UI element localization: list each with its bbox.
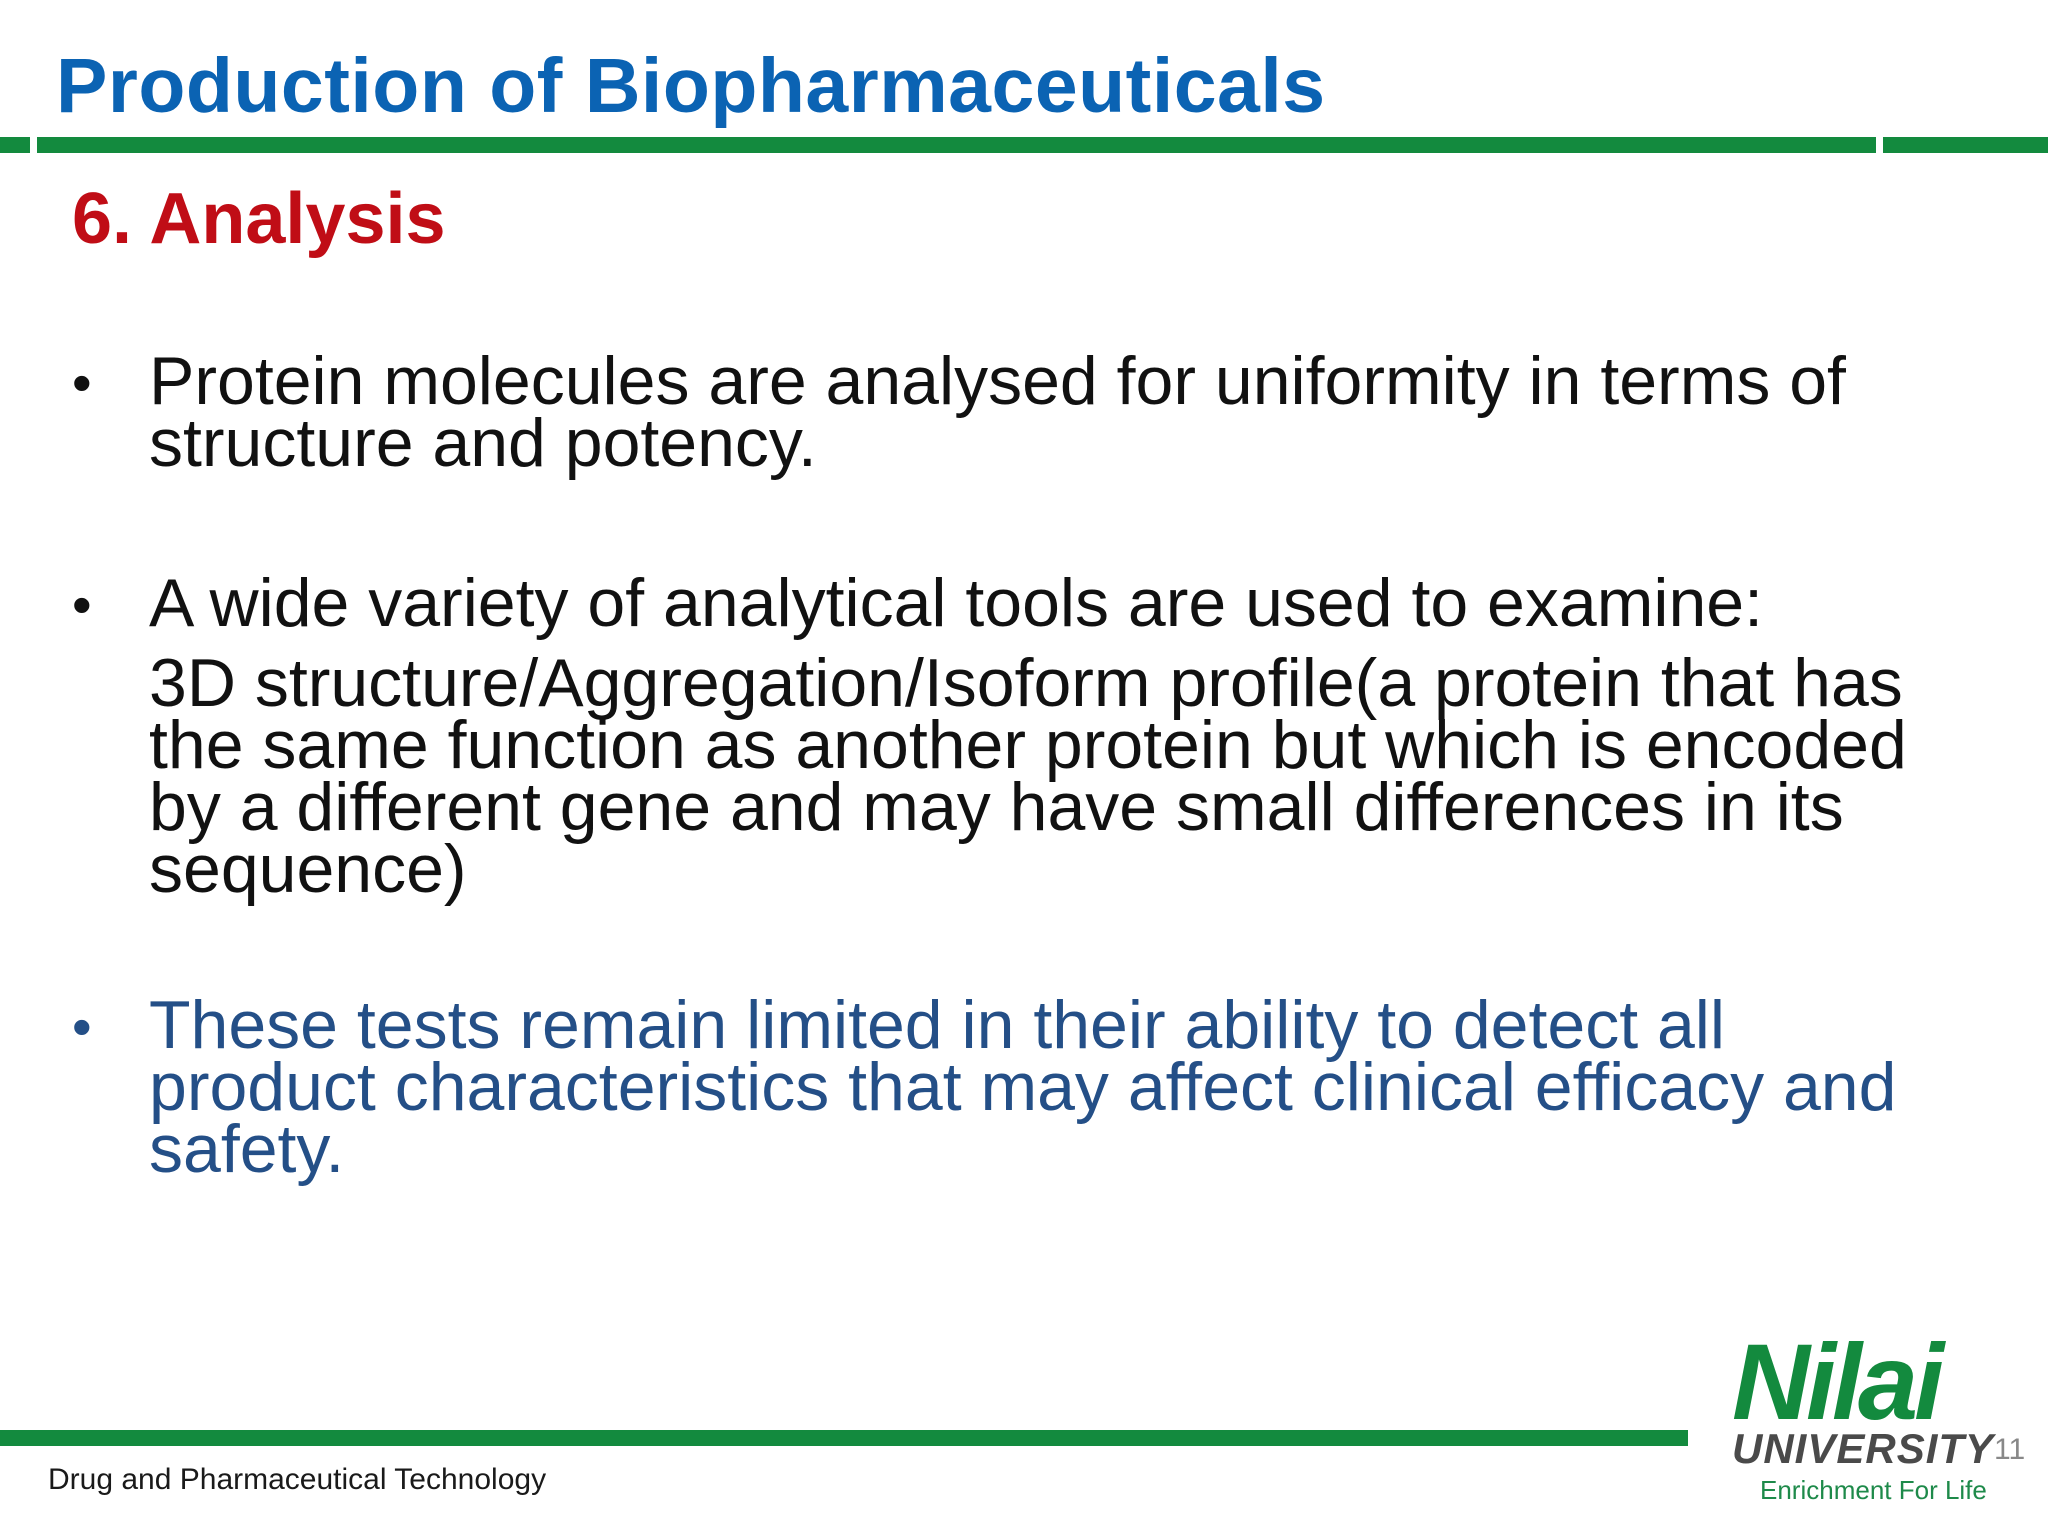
bullet-marker: • xyxy=(72,351,92,414)
logo-university: UNIVERSITY xyxy=(1732,1425,1995,1472)
logo-wordmark: Nilai xyxy=(1732,1321,1941,1442)
bullet-marker: • xyxy=(72,995,92,1058)
bullet-text: Protein molecules are analysed for uniformity in terms of structure and potency. xyxy=(149,343,1846,481)
footer-bar xyxy=(0,1430,1688,1446)
header-bar-right xyxy=(1883,137,2048,153)
page-number: 11 xyxy=(1994,1433,2026,1466)
bullet-text: These tests remain limited in their ability to detect all product characteristics that may affect clinical efficacy and safety. xyxy=(149,987,1897,1187)
bullet-item xyxy=(72,343,1952,481)
footer-course-name: Drug and Pharmaceutical Technology xyxy=(48,1463,547,1496)
logo-tagline: Enrichment For Life xyxy=(1760,1475,1987,1505)
bullet-item xyxy=(72,565,1952,907)
bullet-text: A wide variety of analytical tools are used to examine: xyxy=(149,565,1763,641)
header-bar-left xyxy=(0,137,30,153)
slide-title: Production of Biopharmaceuticals xyxy=(56,43,1326,129)
header-bar xyxy=(37,137,1876,153)
bullet-marker: • xyxy=(72,573,92,636)
nilai-university-logo xyxy=(1728,1321,2028,1505)
section-heading: 6. Analysis xyxy=(72,179,446,259)
bullet-item xyxy=(72,987,1952,1187)
bullet-subtext: 3D structure/Aggregation/Isoform profile(a protein that has the same function as another protein but which is encoded by a different gene and may have small differences in its sequence) xyxy=(149,645,1907,907)
